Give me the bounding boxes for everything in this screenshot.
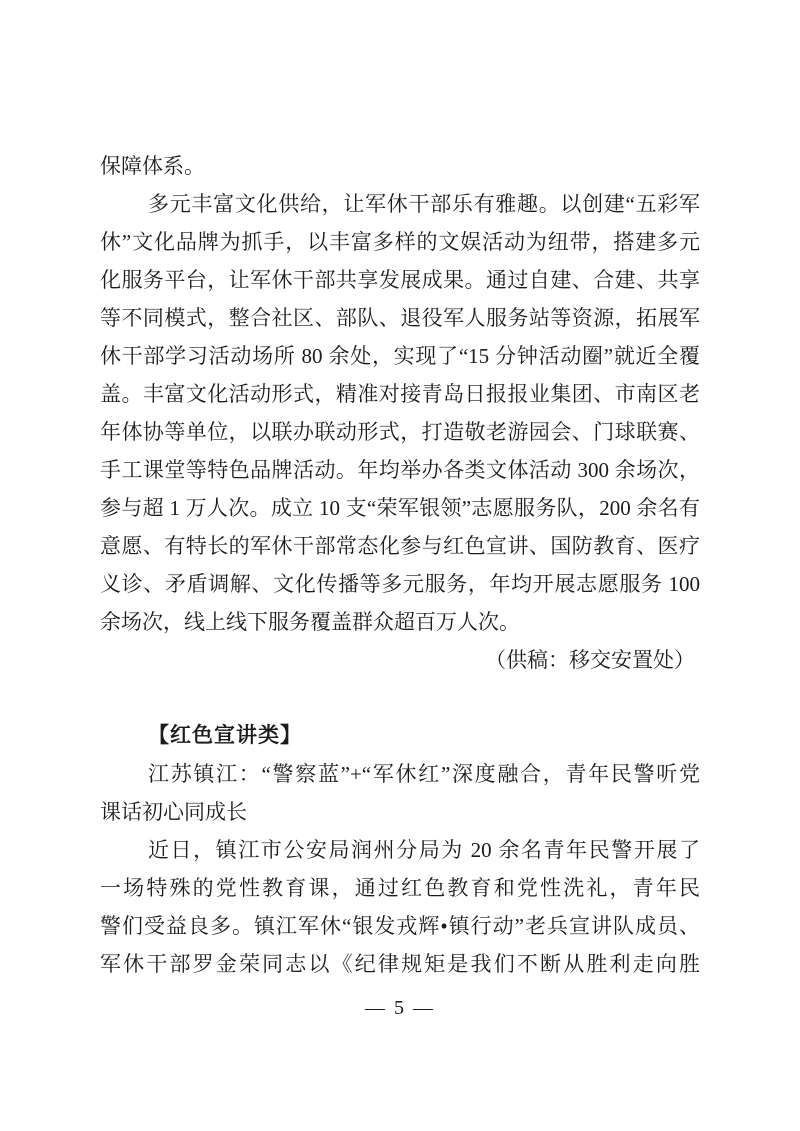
body-line: 一场特殊的党性教育课，通过红色教育和党性洗礼，青年民 (100, 876, 700, 900)
page-footer (0, 993, 800, 1023)
body-line: 余场次，线上线下服务覆盖群众超百万人次。 (100, 610, 520, 634)
document-lines (100, 147, 700, 983)
body-line: 等不同模式，整合社区、部队、退役军人服务站等资源，拓展军 (100, 306, 700, 330)
body-line: 警们受益良多。镇江军休“银发戎辉•镇行动”老兵宣讲队成员、 (100, 914, 700, 938)
paragraph-tail-line: 保障体系。 (100, 154, 205, 178)
byline: （供稿：移交安置处） (485, 648, 695, 672)
body-line: 意愿、有特长的军休干部常态化参与红色宣讲、国防教育、医疗 (100, 534, 700, 558)
body-line: 多元丰富文化供给，让军休干部乐有雅趣。以创建“五彩军 (148, 192, 700, 216)
body-line: 休”文化品牌为抓手，以丰富多样的文娱活动为纽带，搭建多元 (100, 230, 700, 254)
body-line: 年体协等单位，以联办联动形式，打造敬老游园会、门球联赛、 (100, 420, 700, 444)
body-line: 手工课堂等特色品牌活动。年均举办各类文体活动 300 余场次， (100, 458, 700, 482)
body-line: 盖。丰富文化活动形式，精准对接青岛日报报业集团、市南区老 (100, 382, 700, 406)
body-line: 化服务平台，让军休干部共享发展成果。通过自建、合建、共享 (100, 268, 700, 292)
body-line: 军休干部罗金荣同志以《纪律规矩是我们不断从胜利走向胜 (100, 952, 700, 976)
body-line: 休干部学习活动场所 80 余处，实现了“15 分钟活动圈”就近全覆 (100, 344, 700, 368)
body-line: 参与超 1 万人次。成立 10 支“荣军银领”志愿服务队，200 余名有 (100, 496, 700, 520)
page-number: — 5 — (365, 997, 435, 1019)
spacer (100, 679, 700, 717)
section-heading: 【红色宣讲类】 (148, 724, 302, 747)
article-title-line: 江苏镇江：“警察蓝”+“军休红”深度融合，青年民警听党 (148, 762, 700, 786)
body-line: 近日，镇江市公安局润州分局为 20 余名青年民警开展了 (148, 838, 700, 862)
body-line: 义诊、矛盾调解、文化传播等多元服务，年均开展志愿服务 100 (100, 572, 700, 596)
article-title-line: 课话初心同成长 (100, 800, 247, 824)
